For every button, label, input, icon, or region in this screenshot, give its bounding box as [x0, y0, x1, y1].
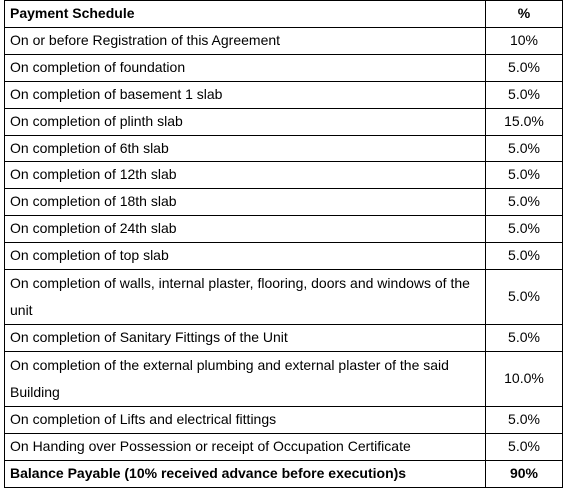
- row-description: On or before Registration of this Agreement: [5, 27, 486, 54]
- row-description: On completion of foundation: [5, 54, 486, 81]
- table-header-row: [5, 1, 563, 28]
- row-percent: 5.0%: [486, 406, 563, 433]
- row-description: On completion of 24th slab: [5, 216, 486, 243]
- row-description: On completion of basement 1 slab: [5, 81, 486, 108]
- table-row: [5, 406, 563, 433]
- table-row: [5, 135, 563, 162]
- table-row: [5, 108, 563, 135]
- table-row: [5, 189, 563, 216]
- row-description: On completion of top slab: [5, 243, 486, 270]
- row-description: On completion of the external plumbing and external plaster of the said Building: [5, 351, 486, 406]
- total-description: Balance Payable (10% received advance before execution)s: [5, 460, 486, 487]
- table-row: [5, 216, 563, 243]
- row-percent: 10%: [486, 27, 563, 54]
- row-percent: 5.0%: [486, 54, 563, 81]
- table-total-row: [5, 460, 563, 487]
- row-description: On completion of 12th slab: [5, 162, 486, 189]
- row-description: On completion of 18th slab: [5, 189, 486, 216]
- row-description: On completion of Lifts and electrical fittings: [5, 406, 486, 433]
- row-percent: 15.0%: [486, 108, 563, 135]
- table-row: [5, 162, 563, 189]
- total-percent: 90%: [486, 460, 563, 487]
- row-description: On Handing over Possession or receipt of Occupation Certificate: [5, 433, 486, 460]
- row-percent: 5.0%: [486, 216, 563, 243]
- row-percent: 5.0%: [486, 81, 563, 108]
- header-percent: %: [486, 1, 563, 28]
- row-percent: 10.0%: [486, 351, 563, 406]
- row-description: On completion of 6th slab: [5, 135, 486, 162]
- table-row: [5, 433, 563, 460]
- row-percent: 5.0%: [486, 189, 563, 216]
- table-row: [5, 54, 563, 81]
- row-percent: 5.0%: [486, 135, 563, 162]
- table-row: [5, 270, 563, 325]
- row-percent: 5.0%: [486, 270, 563, 325]
- row-percent: 5.0%: [486, 433, 563, 460]
- header-payment-schedule: Payment Schedule: [5, 1, 486, 28]
- row-description: On completion of walls, internal plaster, flooring, doors and windows of the unit: [5, 270, 486, 325]
- table-row: [5, 81, 563, 108]
- row-description: On completion of Sanitary Fittings of the Unit: [5, 325, 486, 352]
- payment-schedule-table: [4, 0, 563, 488]
- table-row: [5, 325, 563, 352]
- row-percent: 5.0%: [486, 243, 563, 270]
- table-row: [5, 243, 563, 270]
- row-percent: 5.0%: [486, 325, 563, 352]
- table-row: [5, 27, 563, 54]
- table-row: [5, 351, 563, 406]
- row-description: On completion of plinth slab: [5, 108, 486, 135]
- row-percent: 5.0%: [486, 162, 563, 189]
